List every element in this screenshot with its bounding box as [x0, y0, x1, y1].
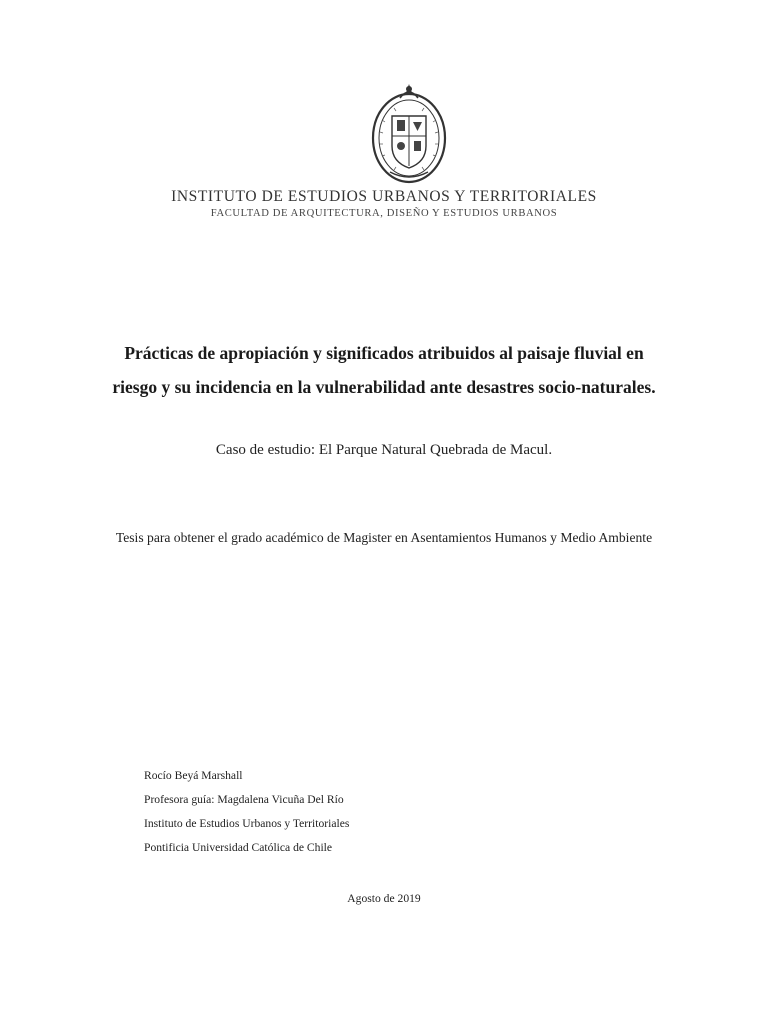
author-name: Rocío Beyá Marshall — [144, 769, 243, 782]
institute-line: Instituto de Estudios Urbanos y Territoriales — [144, 817, 350, 830]
faculty-name: FACULTAD DE ARQUITECTURA, DISEÑO Y ESTUDIOS URBANOS — [210, 208, 558, 219]
university-line: Pontificia Universidad Católica de Chile — [144, 841, 333, 854]
thesis-subtitle: Caso de estudio: El Parque Natural Quebrada de Macul. — [215, 442, 553, 458]
publication-date: Agosto de 2019 — [347, 892, 421, 905]
degree-statement: Tesis para obtener el grado académico de Magister en Asentamientos Humanos y Medio Ambiente — [115, 530, 653, 545]
advisor-name: Profesora guía: Magdalena Vicuña Del Río — [144, 793, 344, 806]
author-details — [144, 764, 349, 860]
thesis-title: Prácticas de apropiación y significados atribuidos al paisaje fluvial en riesgo y su incidencia en la vulnerabilidad ante desastres socio-naturales. — [112, 343, 656, 397]
institute-name: INSTITUTO DE ESTUDIOS URBANOS Y TERRITORIALES — [171, 188, 597, 205]
university-seal-icon — [370, 80, 448, 188]
